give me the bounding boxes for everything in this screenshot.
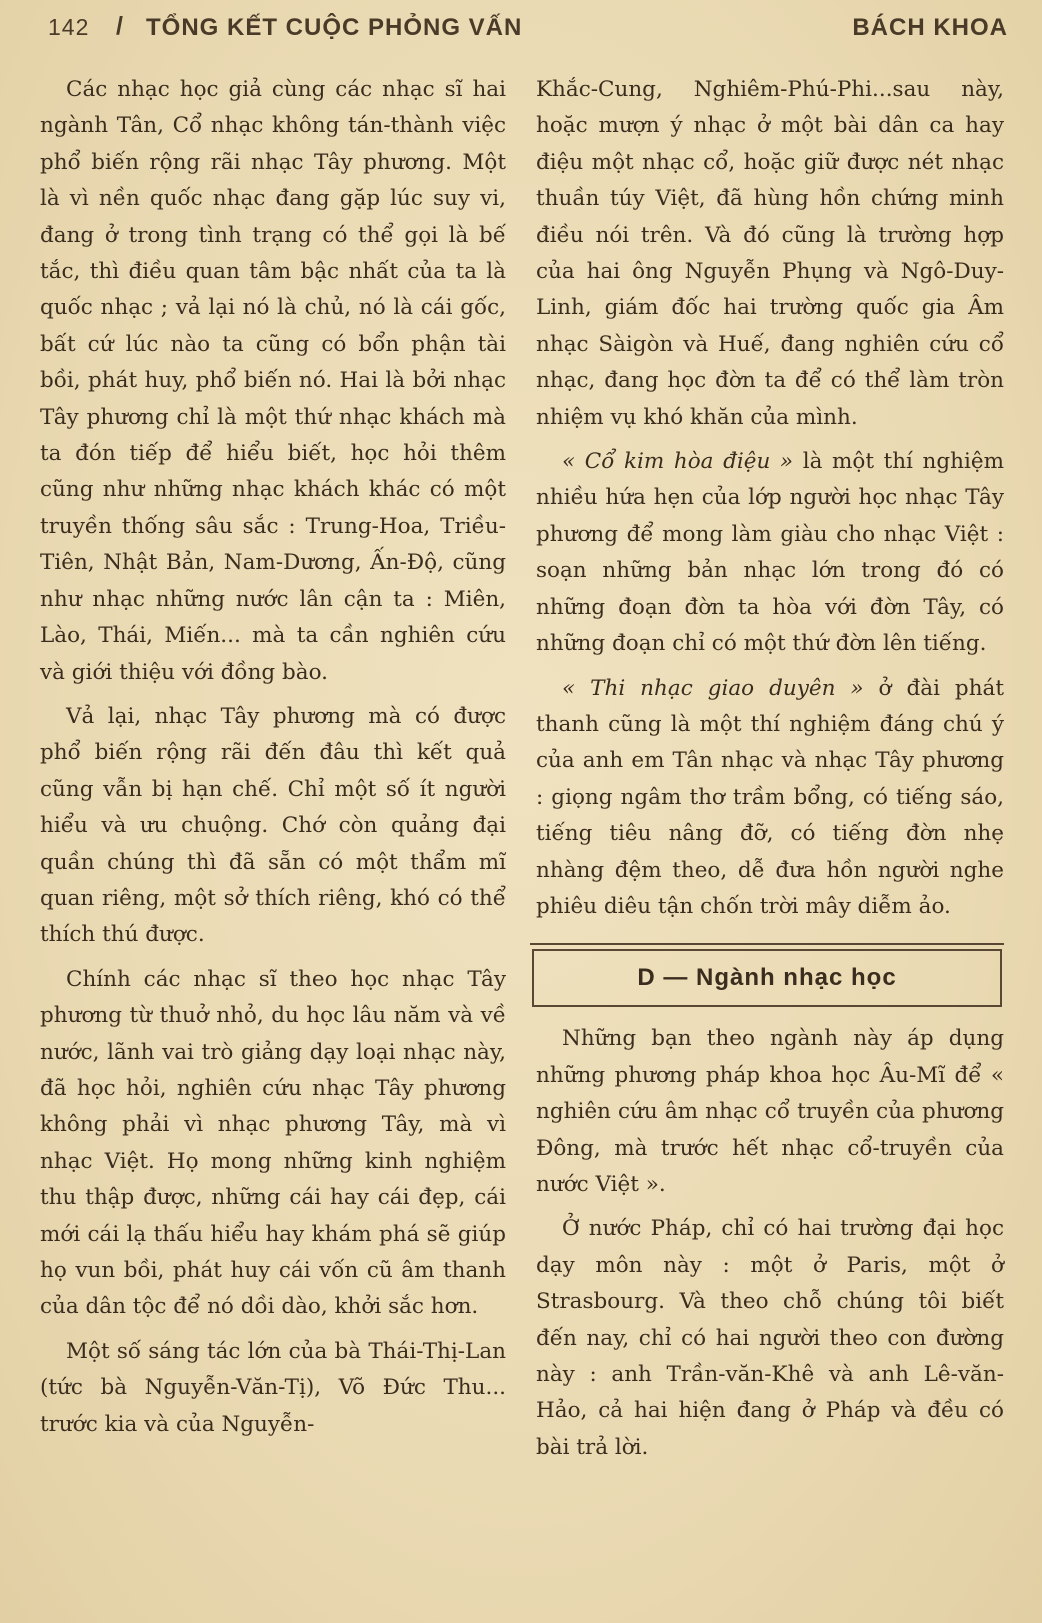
paragraph: Chính các nhạc sĩ theo học nhạc Tây phương từ thuở nhỏ, du học lâu năm và về nước, lãnh vai trò giảng dạy loại nhạc này, đã học hỏi, nghiên cứu nhạc Tây phương không phải vì nhạc phương Tây, mà vì nhạc Việt. Họ mong những kinh nghiệm thu thập được, những cái hay cái đẹp, cái mới cái lạ thấu hiểu hay khám phá sẽ giúp họ vun bồi, phát huy cái vốn cũ âm thanh của dân tộc để nó dồi dào, khởi sắc hơn.	[40, 966, 506, 1320]
section-heading-box	[532, 949, 1002, 1007]
paragraph	[536, 444, 1004, 662]
paragraph: Một số sáng tác lớn của bà Thái-Thị-Lan (tức bà Nguyễn-Văn-Tị), Võ Đức Thu... trước kia và của Nguyễn-	[40, 1338, 506, 1437]
paragraph: Những bạn theo ngành này áp dụng những phương pháp khoa học Âu-Mĩ để « nghiên cứu âm nhạc cổ truyền của phương Đông, mà trước hết nhạc cổ-truyền của nước Việt ».	[536, 1026, 1004, 1197]
paragraph: Ở nước Pháp, chỉ có hai trường đại học dạy môn này : một ở Paris, một ở Strasbourg. Và theo chỗ chúng tôi biết đến nay, chỉ có hai người theo con đường này : anh Trần-văn-Khê và anh Lê-văn-Hảo, cả hai hiện đang ở Pháp và đều có bài trả lời.	[536, 1216, 1004, 1460]
right-column	[536, 72, 1004, 1466]
paragraph: Vả lại, nhạc Tây phương mà có được phổ biến rộng rãi đến đâu thì kết quả cũng vẫn bị hạn chế. Chỉ một số ít người hiểu và ưu chuộng. Chớ còn quảng đại quần chúng thì đã sẵn có một thẩm mĩ quan riêng, một sở thích riêng, khó có thể thích thú được.	[40, 703, 506, 948]
paragraph-continuation: Khắc-Cung, Nghiêm-Phú-Phi...sau này, hoặc mượn ý nhạc ở một bài dân ca hay điệu một nhạc cổ, hoặc giữ được nét nhạc thuần túy Việt, đã hùng hồn chứng minh điều nói trên. Và đó cũng là trường hợp của hai ông Nguyễn Phụng và Ngô-Duy-Linh, giám đốc hai trường quốc gia Âm nhạc Sàigòn và Huế, đang nghiên cứu cổ nhạc, đang học đờn ta để có thể làm tròn nhiệm vụ khó khăn của mình.	[536, 77, 1004, 430]
article-title: TỔNG KẾT CUỘC PHỎNG VẤN	[146, 14, 523, 41]
program-title: « Thi nhạc giao duyên »	[562, 675, 864, 701]
magazine-name: BÁCH KHOA	[852, 14, 1008, 41]
page-number: 142	[48, 14, 90, 40]
paragraph-text: ở đài phát thanh cũng là một thí nghiệm đáng chú ý của anh em Tân nhạc và nhạc Tây phương : giọng ngâm thơ trầm bổng, có tiếng sáo, tiếng tiêu nâng đỡ, có tiếng đờn nhẹ nhàng đệm theo, dễ đưa hồn người nghe phiêu diêu tận chốn trời mây diễm ảo.	[536, 675, 1004, 919]
program-title: « Cổ kim hòa điệu »	[562, 449, 794, 475]
page-header	[42, 8, 1008, 52]
paragraph-text: là một thí nghiệm nhiều hứa hẹn của lớp người học nhạc Tây phương để mong làm giàu cho nhạc Việt : soạn những bản nhạc lớn trong đó có những đoạn đờn ta hòa với đờn Tây, có những đoạn chỉ có một thứ đờn lên tiếng.	[536, 449, 1004, 657]
section-heading: D — Ngành nhạc học	[637, 964, 897, 992]
left-column	[40, 72, 506, 1443]
paragraph: Các nhạc học giả cùng các nhạc sĩ hai ngành Tân, Cổ nhạc không tán-thành việc phổ biến rộng rãi nhạc Tây phương. Một là vì nền quốc nhạc đang gặp lúc suy vi, đang ở trong tình trạng có thể gọi là bế tắc, thì điều quan tâm bậc nhất của ta là quốc nhạc ; vả lại nó là chủ, nó là cái gốc, bất cứ lúc nào ta cũng có bổn phận tài bồi, phát huy, phổ biến nó. Hai là bởi nhạc Tây phương chỉ là một thứ nhạc khách mà ta đón tiếp để hiểu biết, học hỏi thêm cũng như những nhạc khách khác có một truyền thống sâu sắc : Trung-Hoa, Triều-Tiên, Nhật Bản, Nam-Dương, Ấn-Độ, cũng như nhạc những nước lân cận ta : Miên, Lào, Thái, Miến... mà ta cần nghiên cứu và giới thiệu với đồng bào.	[40, 77, 506, 685]
paragraph	[536, 671, 1004, 926]
header-separator: /	[116, 12, 124, 40]
